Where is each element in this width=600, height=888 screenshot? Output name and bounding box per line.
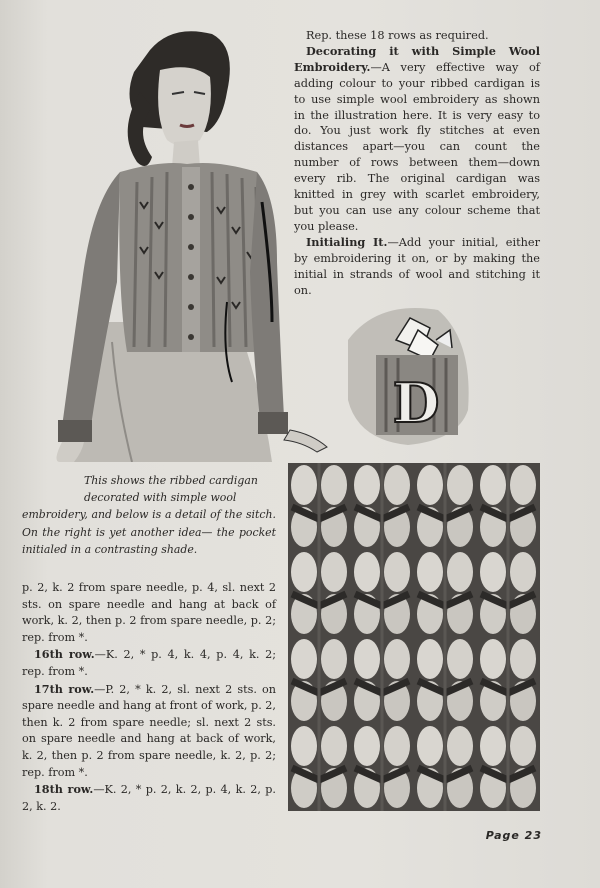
pocket-illustration — [338, 300, 478, 450]
row-16-body: —K. 2, * p. 4, k. 4, p. 4, k. 2; rep. from *. — [22, 648, 276, 678]
initial-paragraph — [294, 235, 540, 299]
knitting-instructions — [22, 580, 276, 815]
row-17-heading: 17th row. — [34, 681, 95, 696]
embroidery-heading: Decorating it with Simple Wool Embroidery. — [294, 43, 540, 74]
cardigan-fashion-illustration — [22, 22, 340, 462]
pocket-initial: D — [392, 371, 440, 435]
embroidery-body: —A very effective way of adding colour to your ribbed cardigan is to use simple wool embroidery as shown in the illustration here. It is very easy to do. You just work fly stitches at even distances apart—you can count the number of rows between them—down every rib. The original cardigan was knitted in grey with scarlet embroidery, but you can use any colour scheme that you please. — [294, 60, 540, 233]
row-17-body: —P. 2, * k. 2, sl. next 2 sts. on spare needle and hang at front of work, p. 2, then k. 2 from spare needle; sl. next 2 sts. on spare needle and hang at back of work, k. 2, then p. 2 from spare needle, k. 2, p. 2; rep. from *. — [22, 682, 276, 779]
row-16 — [22, 646, 276, 680]
row-continuation: p. 2, k. 2 from spare needle, p. 4, sl. next 2 sts. on spare needle and hang at back of work, k. 2, then p. 2 from spare needle, p. 2; rep. from *. — [22, 581, 276, 644]
row-17 — [22, 681, 276, 782]
caption-rest: embroidery, and below is a detail of the sitch. On the right is yet another idea— the pocket initialed in a contrasting shade. — [22, 508, 276, 556]
row-18-body: —K. 2, * p. 2, k. 2, p. 4, k. 2, p. 2, k. 2. — [22, 783, 276, 813]
initial-heading: Initialing It. — [306, 234, 388, 249]
initial-body: —Add your initial, either by embroidering it on, or by making the initial in strands of wool and stitching it on. — [294, 235, 541, 297]
embroidery-paragraph — [294, 44, 540, 235]
row-16-heading: 16th row. — [34, 647, 95, 662]
stitch-detail-photo — [288, 463, 540, 811]
illustration-caption — [22, 472, 276, 558]
repeat-note: Rep. these 18 rows as required. — [306, 29, 489, 42]
caption-line-2: decorated with simple wool — [84, 491, 237, 505]
row-18-heading: 18th row. — [34, 782, 94, 797]
row-18 — [22, 781, 276, 815]
embroidery-instructions — [294, 28, 540, 298]
page-number: Page 23 — [485, 829, 542, 842]
caption-line-1: This shows the ribbed cardigan — [84, 474, 258, 487]
